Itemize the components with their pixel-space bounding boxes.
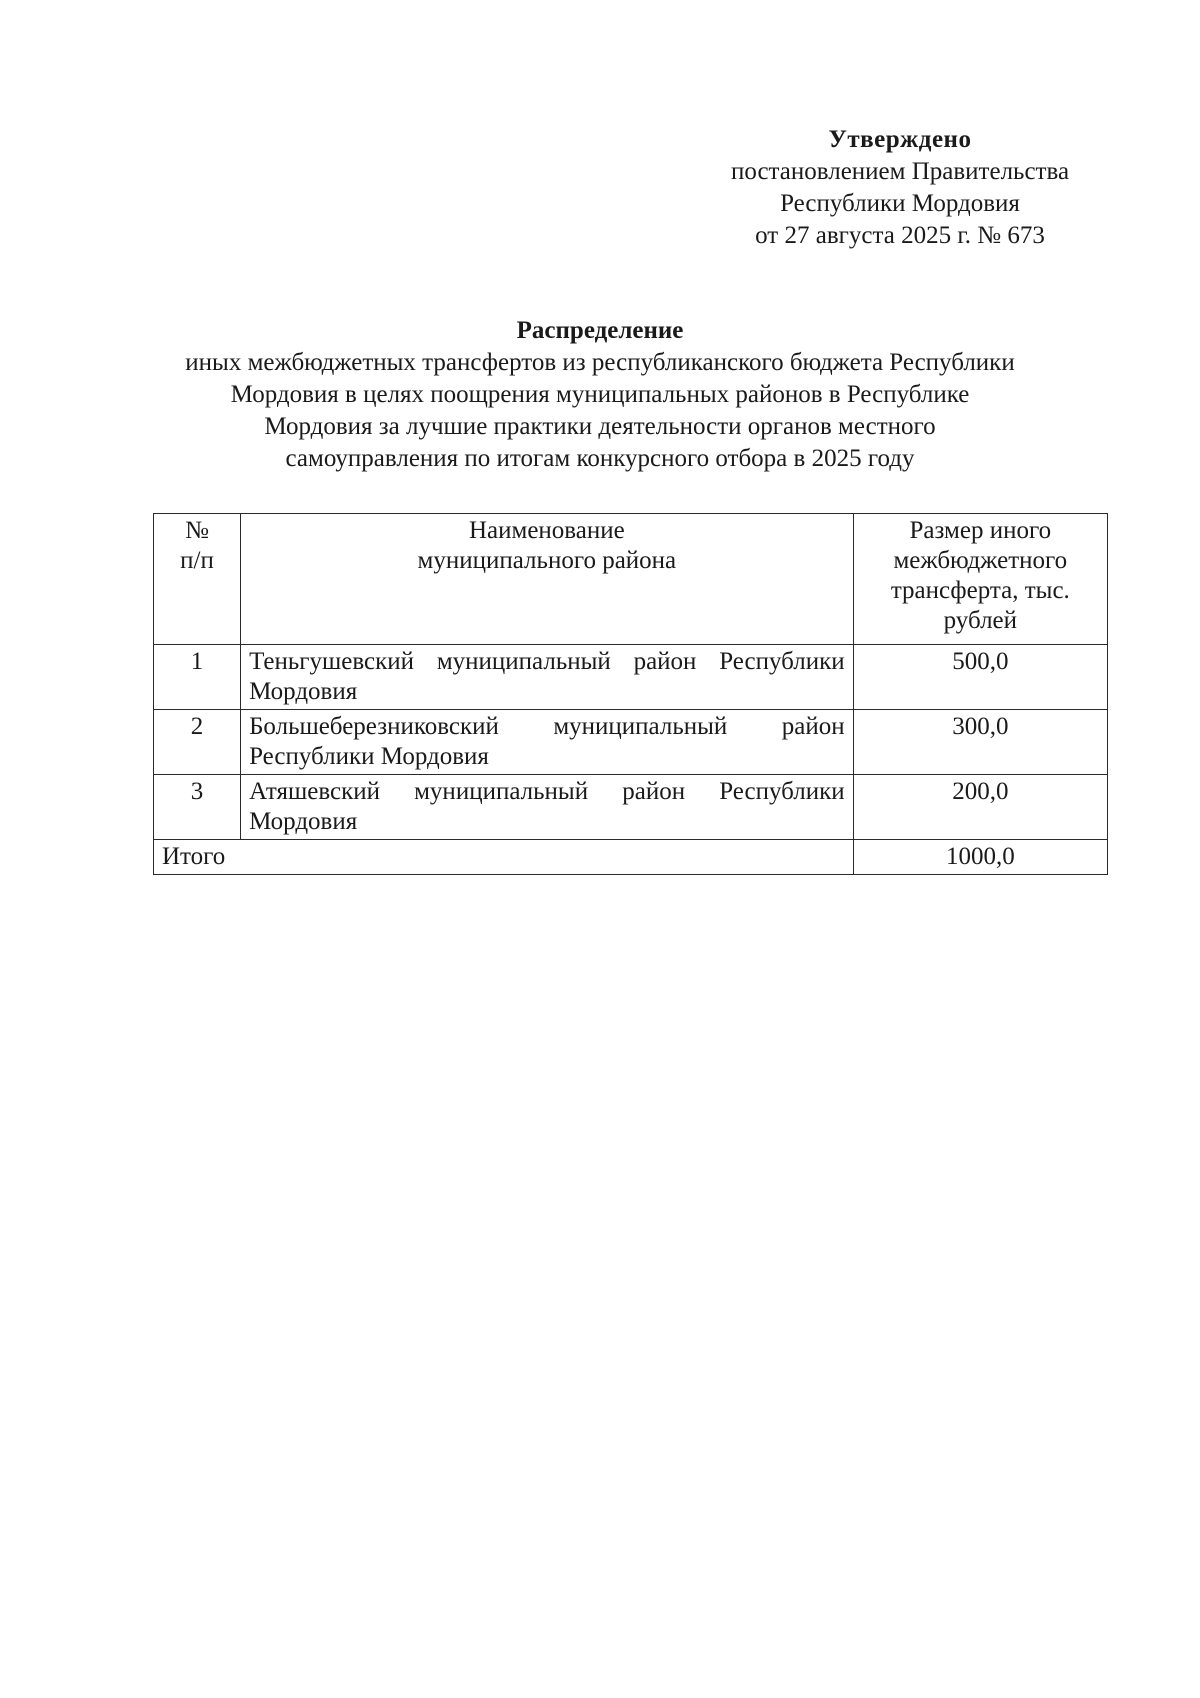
approval-block: [700, 124, 1100, 252]
table-row: [154, 775, 1108, 840]
row-number: 3: [154, 775, 241, 840]
document-subtitle-line: Мордовия за лучшие практики деятельности органов местного: [264, 413, 936, 440]
header-number: № п/п: [154, 514, 241, 645]
row-district-name: Теньгушевский муниципальный район Республики Мордовия: [241, 645, 854, 710]
header-district-name: Наименование муниципального района: [241, 514, 854, 645]
table-row: [154, 710, 1108, 775]
row-amount: 500,0: [853, 645, 1107, 710]
approval-title: Утверждено: [828, 126, 972, 153]
distribution-table: [153, 513, 1108, 875]
row-amount: 200,0: [853, 775, 1107, 840]
approval-date-number: от 27 августа 2025 г. № 673: [755, 222, 1045, 249]
row-district-name: Большеберезниковский муниципальный район Республики Мордовия: [241, 710, 854, 775]
document-heading: [150, 315, 1050, 475]
document-subtitle-line: иных межбюджетных трансфертов из республиканского бюджета Республики: [185, 349, 1015, 376]
header-transfer-amount: Размер иного межбюджетного трансферта, тыс. рублей: [853, 514, 1107, 645]
document-title: Распределение: [516, 317, 684, 344]
row-number: 1: [154, 645, 241, 710]
approval-line: Республики Мордовия: [780, 190, 1020, 217]
total-label: Итого: [154, 840, 854, 875]
document-subtitle-line: самоуправления по итогам конкурсного отбора в 2025 году: [285, 445, 915, 472]
approval-line: постановлением Правительства: [730, 158, 1070, 185]
table-row: [154, 645, 1108, 710]
document-subtitle-line: Мордовия в целях поощрения муниципальных районов в Республике: [230, 381, 970, 408]
table-total-row: [154, 840, 1108, 875]
table-header-row: [154, 514, 1108, 645]
row-district-name: Атяшевский муниципальный район Республики Мордовия: [241, 775, 854, 840]
total-amount: 1000,0: [853, 840, 1107, 875]
row-amount: 300,0: [853, 710, 1107, 775]
row-number: 2: [154, 710, 241, 775]
